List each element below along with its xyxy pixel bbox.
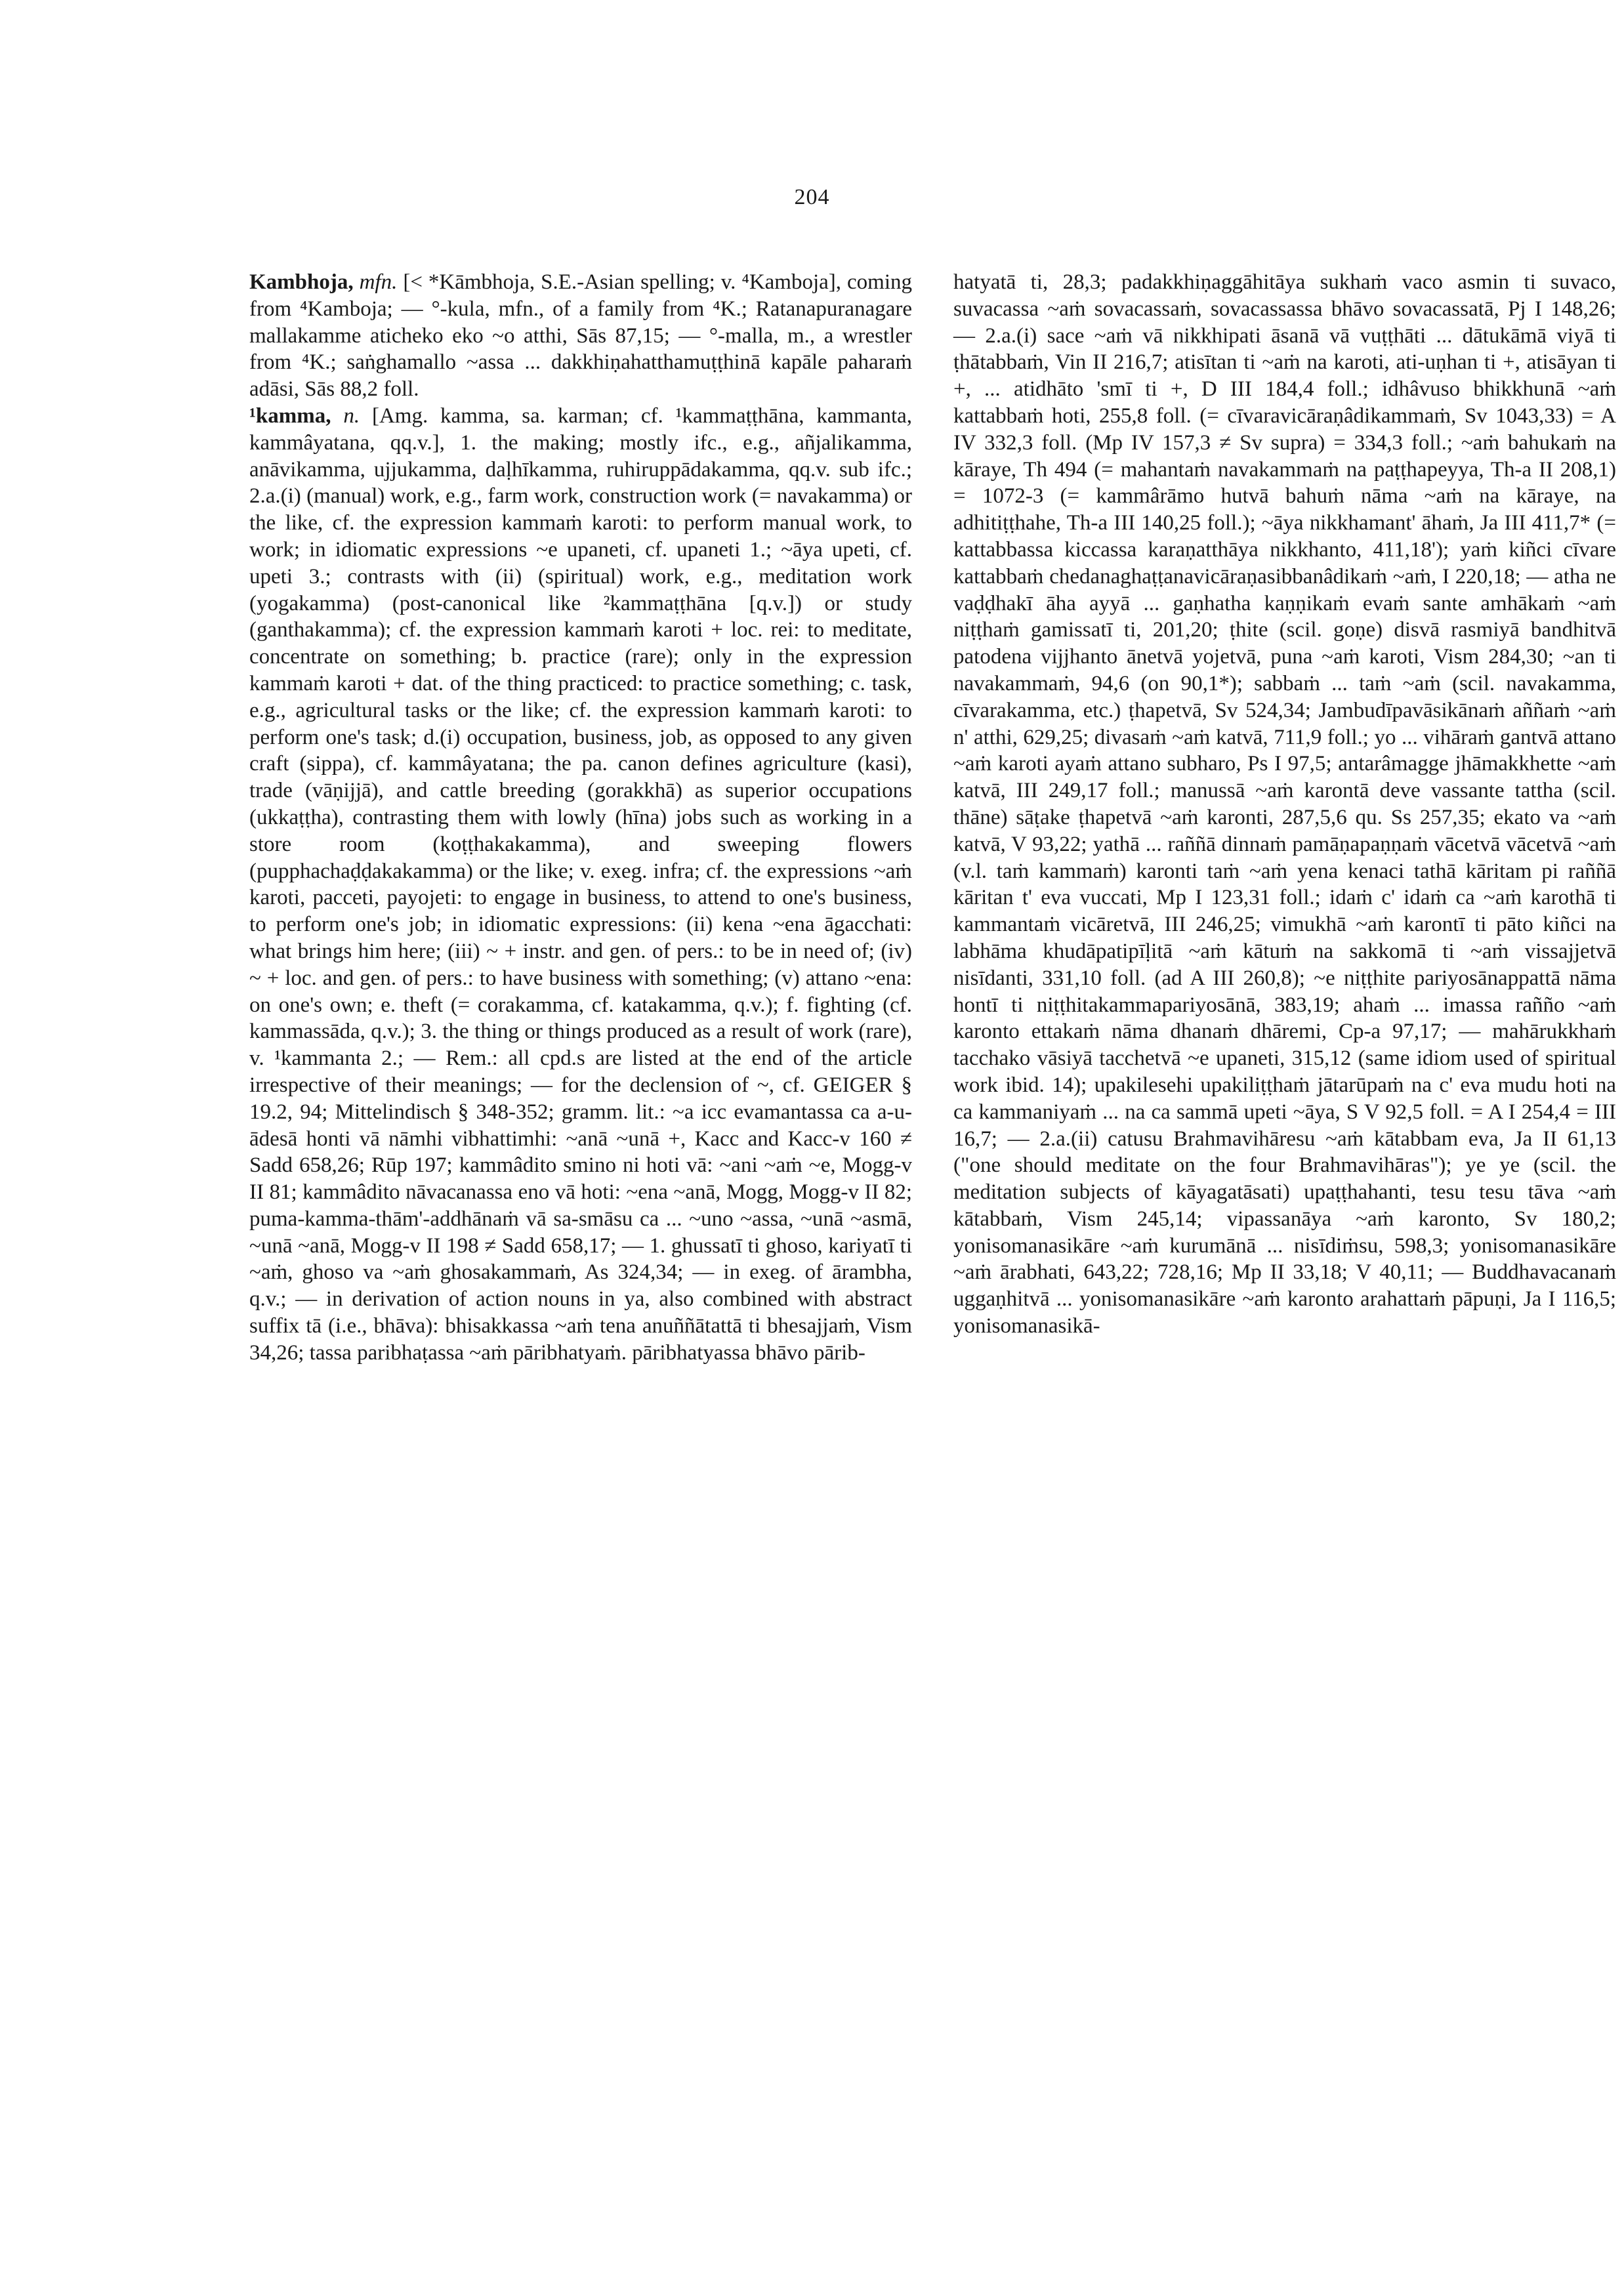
page-number: 204 bbox=[794, 185, 830, 209]
right-column bbox=[953, 269, 1622, 1340]
grammar-label: n. bbox=[343, 403, 360, 428]
grammar-label: mfn. bbox=[359, 270, 398, 294]
entry-body: hatyatā ti, 28,3; padakkhiṇaggāhitāya sukhaṁ vaco asmin ti suvaco, suvacassa ~aṁ sovacassaṁ, sovacassassa bhāvo sovacassatā, Pj I 148,26; — 2.a.(i) sace ~aṁ vā nikkhipati āsanā vā vuṭṭhāti ... dātukāmā viyā ti ṭhātabbaṁ, Vin II 216,7; atisītan ti ~aṁ na karoti, ati-uṇhan ti +, atisāyan ti +, ... atidhāto 'smī ti +, D III 184,4 foll.; idhâvuso bhikkhunā ~aṁ kattabbaṁ hoti, 255,8 foll. (= cīvaravicāraṇâdikammaṁ, Sv 1043,33) = A IV 332,3 foll. (Mp IV 157,3 ≠ Sv supra) = 334,3 foll.; ~aṁ bahukaṁ na kāraye, Th 494 (= mahantaṁ navakammaṁ na paṭṭhapeyya, Th-a II 208,1) = 1072-3 (= kammârāmo hutvā bahuṁ nāma ~aṁ na kāraye, na adhitiṭṭhahe, Th-a III 140,25 foll.); ~āya nikkhamant' āhaṁ, Ja III 411,7* (= kattabbassa kiccassa karaṇatthāya nikkhanto, 411,18'); yaṁ kiñci cīvare kattabbaṁ chedanaghaṭṭanavicāraṇasibbanâdikaṁ ~aṁ, I 220,18; — atha ne vaḍḍhakī āha ayyā ... gaṇhatha kaṇṇikaṁ evaṁ sante amhākaṁ ~aṁ niṭṭhaṁ gamissatī ti, 201,20; ṭhite (scil. goṇe) disvā rasmiyā bandhitvā patodena vijjhanto ānetvā yojetvā, puna ~aṁ karoti, Vism 284,30; ~an ti navakammaṁ, 94,6 (on 90,1*); sabbaṁ ... taṁ ~aṁ (scil. navakamma, cīvarakamma, etc.) ṭhapetvā, Sv 524,34; Jambudīpavāsikānaṁ aññaṁ ~aṁ n' atthi, 629,25; divasaṁ ~aṁ katvā, 711,9 foll.; yo ... vihāraṁ gantvā attano ~aṁ karoti ayaṁ attano subharo, Ps I 97,5; antarâmagge jhāmakkhette ~aṁ katvā, III 249,17 foll.; manussā ~aṁ karontā deve vassante tattha (scil. thāne) sāṭake ṭhapetvā ~aṁ karonti, 287,5,6 qu. Ss 257,35; ekato va ~aṁ katvā, V 93,22; yathā ... raññā dinnaṁ pamāṇapaṇṇaṁ vācetvā vācetvā ~aṁ (v.l. taṁ kammaṁ) karonti taṁ ~aṁ yena kenaci tathā kāritam pi raññā kāritan t' eva vuccati, Mp I 123,31 foll.; idaṁ c' idaṁ ca ~aṁ karothā ti kammantaṁ vicāretvā, III 246,25; vimukhā ~aṁ karontī ti pāto kiñci na labhāma khudāpatipīḷitā ~aṁ kātuṁ na sakkomā ti ~aṁ vissajjetvā nisīdanti, 331,10 foll. (ad A III 260,8); ~e niṭṭhite pariyosānappattā nāma hontī ti niṭṭhitakammapariyosānā, 383,19; ahaṁ ... imassa rañño ~aṁ karonto ettakaṁ nāma dhanaṁ dhāremi, Cp-a 97,17; — mahārukkhaṁ tacchako vāsiyā tacchetvā ~e upaneti, 315,12 (same idiom used of spiritual work ibid. 14); upakilesehi upakiliṭṭhaṁ jātarūpaṁ na c' eva mudu hoti na ca kammaniyaṁ ... na ca sammā upeti ~āya, S V 92,5 foll. = A I 254,4 = III 16,7; — 2.a.(ii) catusu Brahmavihāresu ~aṁ kātabbam eva, Ja II 61,13 ("one should meditate on the four Brahmavihāras"); ye ye (scil. the meditation subjects of kāyagatāsati) upaṭṭhahanti, tesu tesu tāva ~aṁ kātabbaṁ, Vism 245,14; vipassanāya ~aṁ karonto, Sv 180,2; yonisomanasikāre ~aṁ kurumānā ... nisīdiṁsu, 598,3; yonisomanasikāre ~aṁ ārabhati, 643,22; 728,16; Mp II 33,18; V 40,11; — Buddhavacanaṁ uggaṇhitvā ... yonisomanasikāre ~aṁ karonto arahattaṁ pāpuṇi, Ja I 116,5; yonisomanasikā- bbox=[953, 270, 1622, 1338]
entry-body: [< *Kāmbhoja, S.E.-Asian spelling; v. ⁴Kamboja], coming from ⁴Kamboja; — °-kula, mfn., of a family from ⁴K.; Ratanapuranagare mallakamme aticheko eko ~o atthi, Sās 87,15; — °-malla, m., a wrestler from ⁴K.; saṅghamallo ~assa ... dakkhiṇahatthamuṭṭhinā kapāle paharaṁ adāsi, Sās 88,2 foll. bbox=[249, 270, 918, 402]
dictionary-entry-continuation bbox=[953, 269, 1622, 1340]
headword: Kambhoja, bbox=[249, 270, 354, 294]
left-column bbox=[249, 269, 918, 1367]
dictionary-entry-kamma bbox=[249, 403, 918, 1367]
dictionary-entry-kambhoja bbox=[249, 269, 918, 403]
entry-body: [Amg. kamma, sa. karman; cf. ¹kammaṭṭhāna, kammanta, kammâyatana, qq.v.], 1. the making; mostly ifc., e.g., añjalikamma, anāvikamma, ujjukamma, daḷhīkamma, ruhiruppādakamma, qq.v. sub ifc.; 2.a.(i) (manual) work, e.g., farm work, construction work (= navakamma) or the like, cf. the expression kammaṁ karoti: to perform manual work, to work; in idiomatic expressions ~e upaneti, cf. upaneti 1.; ~āya upeti, cf. upeti 3.; contrasts with (ii) (spiritual) work, e.g., meditation work (yogakamma) (post-canonical like ²kammaṭṭhāna [q.v.]) or study (ganthakamma); cf. the expression kammaṁ karoti + loc. rei: to meditate, concentrate on something; b. practice (rare); only in the expression kammaṁ karoti + dat. of the thing practiced: to practice something; c. task, e.g., agricultural tasks or the like; cf. the expression kammaṁ karoti: to perform one's task; d.(i) occupation, business, job, as opposed to any given craft (sippa), cf. kammâyatana; the pa. canon defines agriculture (kasi), trade (vāṇijjā), and cattle breeding (gorakkhā) as superior occupations (ukkaṭṭha), contrasting them with lowly (hīna) jobs such as working in a store room (koṭṭhakakamma), and sweeping flowers (pupphachaḍḍakakamma) or the like; v. exeg. infra; cf. the expressions ~aṁ karoti, pacceti, payojeti: to engage in business, to attend to one's business, to perform one's job; in idiomatic expressions: (ii) kena ~ena āgacchati: what brings him here; (iii) ~ + instr. and gen. of pers.: to be in need of; (iv) ~ + loc. and gen. of pers.: to have business with something; (v) attano ~ena: on one's own; e. theft (= corakamma, cf. katakamma, q.v.); f. fighting (cf. kammassāda, q.v.); 3. the thing or things produced as a result of work (rare), v. ¹kammanta 2.; — Rem.: all cpd.s are listed at the end of the article irrespective of their meanings; — for the declension of ~, cf. GEIGER § 19.2, 94; Mittelindisch § 348-352; gramm. lit.: ~a icc evamantassa ca a-u-ādesā honti vā nāmhi vibhattimhi: ~anā ~unā +, Kacc and Kacc-v 160 ≠ Sadd 658,26; Rūp 197; kammâdito smino ni hoti vā: ~ani ~aṁ ~e, Mogg-v II 81; kammâdito nāvacanassa eno vā hoti: ~ena ~anā, Mogg, Mogg-v II 82; puma-kamma-thām'-addhānaṁ vā sa-smāsu ca ... ~uno ~assa, ~unā ~asmā, ~unā ~anā, Mogg-v II 198 ≠ Sadd 658,17; — 1. ghussatī ti ghoso, kariyatī ti ~aṁ, ghoso va ~aṁ ghosakammaṁ, As 324,34; — in exeg. of ārambha, q.v.; — in derivation of action nouns in ya, also combined with abstract suffix tā (i.e., bhāva): bhisakkassa ~aṁ tena anuññātattā ti bhesajjaṁ, Vism 34,26; tassa paribhaṭassa ~aṁ pāribhatyaṁ. pāribhatyassa bhāvo pārib- bbox=[249, 403, 918, 1365]
headword: ¹kamma, bbox=[249, 403, 331, 428]
